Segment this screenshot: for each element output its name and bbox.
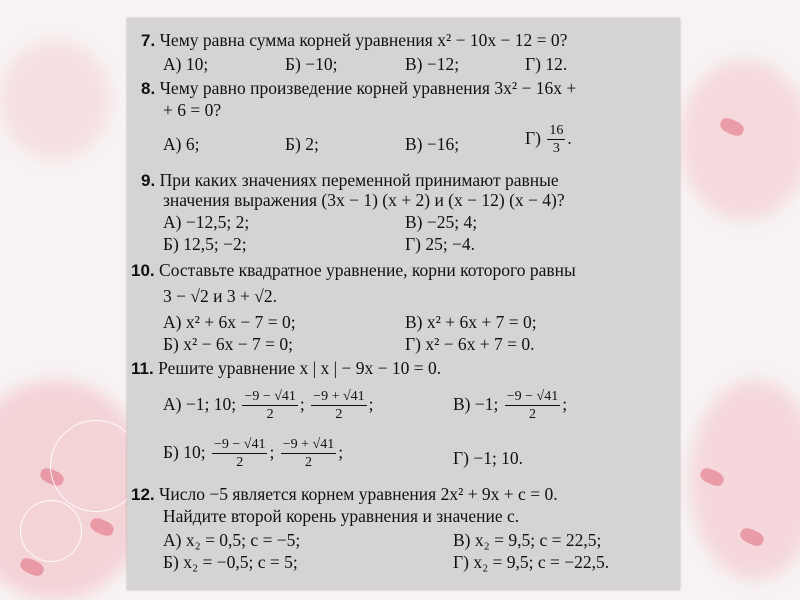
answer-label: Г) — [525, 128, 541, 149]
answer-option: Б) 2; — [285, 134, 319, 154]
problem-number: 9. — [141, 171, 156, 190]
fraction-numerator: −9 − √41 — [506, 389, 559, 404]
question-text: Найдите второй корень уравнения и значение c. — [163, 506, 520, 526]
problem-10-question — [131, 260, 576, 281]
answer-option: В) x₂ = 9,5; c = 22,5; — [453, 530, 602, 550]
answer-option: Б) x² − 6x − 7 = 0; — [163, 334, 293, 354]
fraction-denominator: 2 — [236, 455, 244, 470]
problem-number: 10. — [131, 261, 155, 280]
question-text: Чему равно произведение корней уравнения 3x² − 16x + — [159, 78, 577, 98]
answer-option: Г) 12. — [525, 54, 568, 74]
answer-option: А) 6; — [163, 134, 200, 154]
fraction — [547, 124, 565, 156]
problem-number: 12. — [131, 485, 155, 504]
fraction-numerator: −9 − √41 — [244, 389, 296, 404]
problem-number: 8. — [141, 79, 156, 98]
answer-option: А) 10; — [163, 54, 209, 74]
fraction-denominator: 2 — [528, 407, 536, 422]
answer-option: Г) x² − 6x + 7 = 0. — [405, 334, 535, 354]
fraction — [242, 390, 297, 422]
background-blob — [680, 60, 800, 220]
problem-9-question — [141, 170, 559, 191]
answer-option — [525, 124, 572, 156]
question-text: При каких значениях переменной принимают равные — [159, 170, 559, 190]
problem-8-question — [141, 78, 576, 99]
answer-option: Г) x₂ = 9,5; c = −22,5. — [453, 552, 610, 572]
question-text: Число −5 является корнем уравнения 2x² + 9x + c = 0. — [159, 484, 558, 504]
fraction-denominator: 2 — [304, 455, 312, 470]
answer-option: В) −12; — [405, 54, 460, 74]
answer-option: Б) 12,5; −2; — [163, 234, 247, 254]
question-text: значения выражения (3x − 1) (x + 2) и (x − 12) (x − 4)? — [163, 190, 565, 210]
answer-label: В) −1; — [453, 394, 499, 415]
answer-end: . — [567, 128, 572, 149]
separator: ; — [299, 394, 305, 415]
question-text: Решите уравнение x | x | − 9x − 10 = 0. — [158, 358, 442, 378]
fraction-numerator: −9 − √41 — [214, 437, 266, 452]
separator: ; — [269, 442, 275, 463]
answer-option: Б) x₂ = −0,5; c = 5; — [163, 552, 298, 572]
problem-7-question — [141, 30, 567, 51]
textbook-page — [127, 18, 680, 590]
fraction — [281, 438, 336, 470]
background-ring — [20, 500, 82, 562]
question-text: + 6 = 0? — [163, 100, 222, 120]
fraction-denominator: 3 — [552, 141, 560, 156]
answer-option: В) −25; 4; — [405, 212, 478, 232]
answer-option: А) x₂ = 0,5; c = −5; — [163, 530, 301, 550]
answer-option-c — [453, 390, 567, 422]
answer-option-d: Г) −1; 10. — [453, 448, 524, 468]
answer-option: Г) 25; −4. — [405, 234, 476, 254]
question-text: Составьте квадратное уравнение, корни которого равны — [159, 260, 576, 280]
fraction — [311, 390, 366, 422]
fraction-denominator: 2 — [266, 407, 274, 422]
question-text: Чему равна сумма корней уравнения x² − 10x − 12 = 0? — [159, 30, 568, 50]
fraction — [505, 390, 560, 422]
answer-option: В) x² + 6x + 7 = 0; — [405, 312, 537, 332]
fraction-numerator: 16 — [549, 123, 564, 138]
problem-number: 11. — [131, 359, 154, 378]
question-text: 3 − √2 и 3 + √2. — [163, 286, 277, 306]
problem-number: 7. — [141, 31, 156, 50]
problem-12-question — [131, 484, 558, 505]
answer-option-b — [163, 438, 343, 470]
answer-label: Б) 10; — [163, 442, 206, 463]
separator: ; — [368, 394, 374, 415]
fraction-denominator: 2 — [335, 407, 343, 422]
background-blob — [0, 40, 110, 160]
answer-option-a — [163, 390, 374, 422]
fraction — [212, 438, 267, 470]
answer-option: В) −16; — [405, 134, 460, 154]
separator: ; — [562, 394, 568, 415]
separator: ; — [338, 442, 344, 463]
fraction-numerator: −9 + √41 — [313, 389, 365, 404]
answer-option: А) −12,5; 2; — [163, 212, 250, 232]
fraction-numerator: −9 + √41 — [282, 437, 335, 452]
answer-option: Б) −10; — [285, 54, 338, 74]
answer-option: А) x² + 6x − 7 = 0; — [163, 312, 296, 332]
problem-11-question — [131, 358, 441, 379]
answer-label: А) −1; 10; — [163, 394, 237, 415]
